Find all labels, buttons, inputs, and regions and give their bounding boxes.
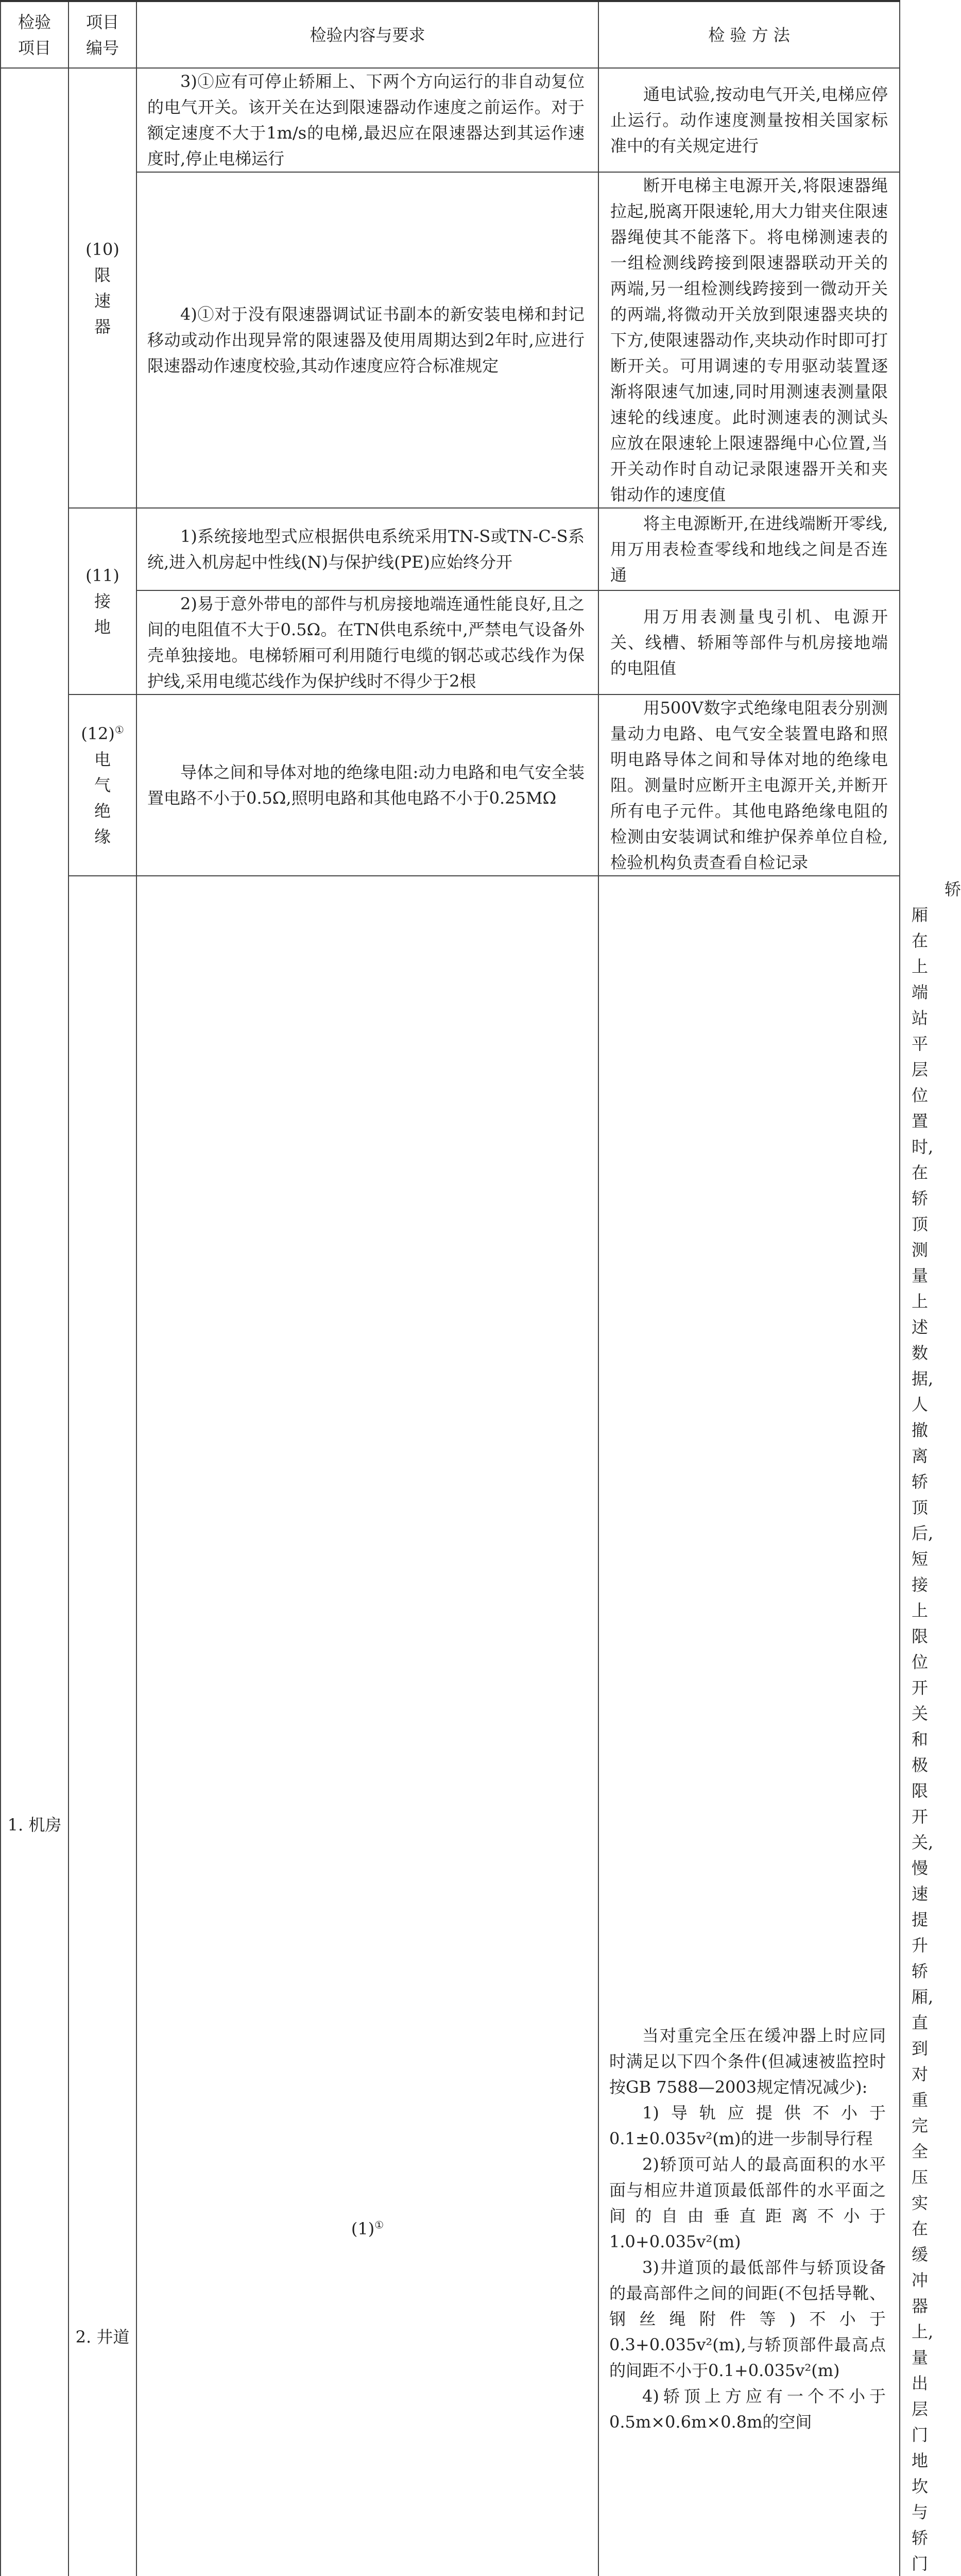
content-line: 3)井道顶的最低部件与轿顶设备的最高部件之间的间距(不包括导靴、钢丝绳附件等)不小于0.3+0.035v²(m),与轿顶部件最高点的间距不小于0.1+0.035v²(m) xyxy=(609,2258,886,2380)
method-text: 断开电梯主电源开关,将限速器绳拉起,脱离开限速轮,用大力钳夹住限速器绳使其不能落下。将电梯测速表的一组检测线跨接到限速器联动开关的两端,另一组检测线跨接到一微动开关的两端,将微动开关放到限速器夹块的下方,使限速器动作,夹块动作时即可打断开关。可用调速的专用驱动装置逐渐将限速气加速,同时用测速表测量限速轮的线速度。此时测速表的测试头应放在限速轮上限速器绳中心位置,当开关动作时自动记录限速器开关和夹钳动作的速度值 xyxy=(610,176,888,504)
table-row xyxy=(1,68,900,172)
header-method: 检 验 方 法 xyxy=(598,1,900,68)
item-code-grounding xyxy=(68,508,136,694)
content-cell xyxy=(136,590,598,694)
content-cell xyxy=(136,508,598,590)
code-line: (12)① xyxy=(81,723,124,743)
content-line: 当对重完全压在缓冲器上时应同时满足以下四个条件(但减速被监控时按GB 7588—2003规定情况减少): xyxy=(609,2026,886,2097)
method-cell xyxy=(598,508,900,590)
header-inspection-item xyxy=(1,1,68,68)
method-cell xyxy=(598,590,900,694)
method-cell xyxy=(598,68,900,172)
code-line: 地 xyxy=(94,617,111,637)
header-col1-line1: 检验 xyxy=(18,12,51,32)
method-text: 轿厢在上端站平层位置时,在轿顶测量上述数据,人撤离轿顶后,短接上限位开关和极限开关,慢速提升轿厢,直到对重完全压实在缓冲器上,量出层门地坎与轿门 xyxy=(912,879,961,2573)
section-name: 2. 井道 xyxy=(68,876,136,2576)
code-line: 速 xyxy=(94,291,111,311)
header-row xyxy=(1,1,900,68)
content-line: 1)导轨应提供不小于0.1±0.035v²(m)的进一步制导行程 xyxy=(609,2103,886,2148)
method-cell xyxy=(598,694,900,876)
item-code-electrical-insulation xyxy=(68,694,136,876)
header-col1-line2: 项目 xyxy=(18,38,51,58)
header-item-number xyxy=(68,1,136,68)
header-col2-line2: 编号 xyxy=(85,38,119,58)
content-cell xyxy=(598,876,900,2576)
code-line: 绝 xyxy=(94,801,111,821)
code-line: 限 xyxy=(94,265,111,285)
content-text: 3)①应有可停止轿厢上、下两个方向运行的非自动复位的电气开关。该开关在达到限速器动作速度之前运作。对于额定速度不大于1m/s的电梯,最迟应在限速器达到其运作速度时,停止电梯运行 xyxy=(147,72,585,168)
code-line: 接 xyxy=(94,591,111,611)
method-text: 通电试验,按动电气开关,电梯应停止运行。动作速度测量按相关国家标准中的有关规定进行 xyxy=(610,84,888,156)
item-code-top-clearance: (1)① xyxy=(136,876,598,2576)
header-content-requirements: 检验内容与要求 xyxy=(136,1,598,68)
content-cell xyxy=(136,68,598,172)
method-cell xyxy=(598,172,900,508)
item-code-speed-governor xyxy=(68,68,136,508)
content-line: 4)轿顶上方应有一个不小于0.5m×0.6m×0.8m的空间 xyxy=(609,2386,886,2432)
section-name: 1. 机房 xyxy=(1,68,68,2576)
code-line: 缘 xyxy=(94,827,111,846)
code-line: 气 xyxy=(94,775,111,795)
code-line: (11) xyxy=(85,566,119,585)
content-text: 4)①对于没有限速器调试证书副本的新安装电梯和封记移动或动作出现异常的限速器及使用周期达到2年时,应进行限速器动作速度校验,其动作速度应符合标准规定 xyxy=(147,304,585,376)
content-text: 1)系统接地型式应根据供电系统采用TN-S或TN-C-S系统,进入机房起中性线(N)与保护线(PE)应始终分开 xyxy=(147,527,585,572)
table-row xyxy=(1,876,900,2576)
content-line: 2)轿顶可站人的最高面积的水平面与相应井道顶最低部件的水平面之间的自由垂直距离不小于1.0+0.035v²(m) xyxy=(609,2155,886,2251)
content-cell xyxy=(136,694,598,876)
header-col2-line1: 项目 xyxy=(85,12,119,32)
table-row xyxy=(1,508,900,590)
method-text: 用500V数字式绝缘电阻表分别测量动力电路、电气安全装置电路和照明电路导体之间和导体对地的绝缘电阻。测量时应断开主电源开关,并断开所有电子元件。其他电路绝缘电阻的检测由安装调试和维护保养单位自检,检验机构负责查看自检记录 xyxy=(610,698,888,872)
method-text: 将主电源断开,在进线端断开零线,用万用表检查零线和地线之间是否连通 xyxy=(610,514,888,585)
content-text: 导体之间和导体对地的绝缘电阻:动力电路和电气安全装置电路不小于0.5Ω,照明电路和其他电路不小于0.25MΩ xyxy=(147,762,585,808)
code-line: 电 xyxy=(94,750,111,769)
content-cell xyxy=(136,172,598,508)
code-line: 器 xyxy=(94,317,111,336)
table-row xyxy=(1,694,900,876)
method-text: 用万用表测量曳引机、电源开关、线槽、轿厢等部件与机房接地端的电阻值 xyxy=(610,607,888,678)
content-text: 2)易于意外带电的部件与机房接地端连通性能良好,且之间的电阻值不大于0.5Ω。在TN供电系统中,严禁电气设备外壳单独接地。电梯轿厢可利用随行电缆的钢芯或芯线作为保护线,采用电缆芯线作为保护线时不得少于2根 xyxy=(147,594,585,691)
code-line: (10) xyxy=(85,240,119,259)
